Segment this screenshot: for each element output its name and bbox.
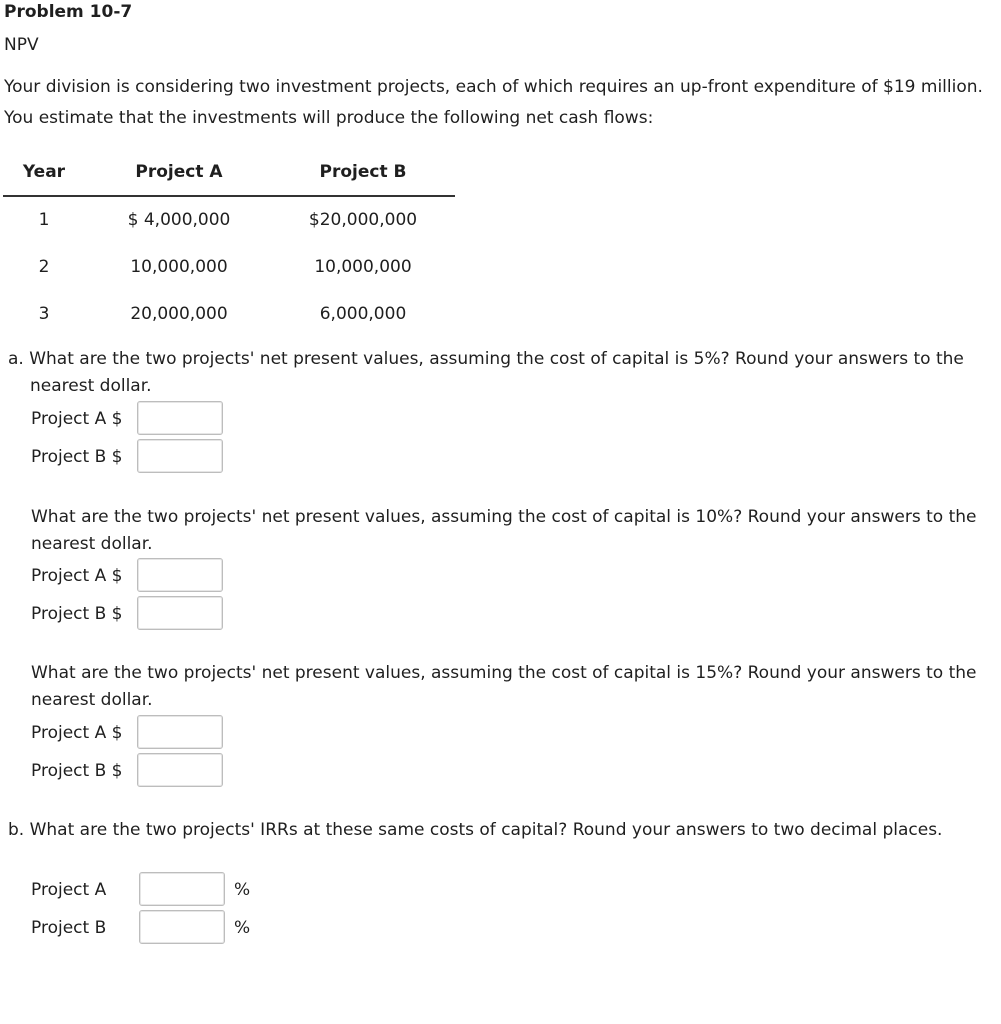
table-cell-year: 1 xyxy=(38,210,50,230)
percent-unit-a: % xyxy=(234,880,251,900)
npv15-project-b-input[interactable] xyxy=(137,753,223,787)
question-npv-10: What are the two projects' net present values, assuming the cost of capital is 10%? Round your answers to the nearest dollar. xyxy=(31,507,977,554)
table-cell-year: 3 xyxy=(38,304,50,324)
question-npv-15: What are the two projects' net present values, assuming the cost of capital is 15%? Round your answers to the nearest dollar. xyxy=(31,663,977,710)
irr-project-b-input[interactable] xyxy=(139,910,225,944)
label-npv10-project-a: Project A $ xyxy=(31,566,123,586)
label-npv15-project-a: Project A $ xyxy=(31,723,123,743)
table-header-rule xyxy=(3,195,455,197)
npv15-project-a-input[interactable] xyxy=(137,715,223,749)
label-npv5-project-b: Project B $ xyxy=(31,447,123,467)
percent-unit-b: % xyxy=(234,918,251,938)
question-irr-text: b. What are the two projects' IRRs at these same costs of capital? Round your answers to two decimal places. xyxy=(8,820,943,840)
npv10-project-b-input[interactable] xyxy=(137,596,223,630)
label-irr-project-a: Project A xyxy=(31,880,107,900)
table-header-year: Year xyxy=(22,162,66,182)
table-header-project-b: Project B xyxy=(319,162,407,182)
question-irr xyxy=(8,817,993,844)
table-cell-project-a: $ 4,000,000 xyxy=(127,210,231,230)
table-cell-year: 2 xyxy=(38,257,50,277)
label-irr-project-b: Project B xyxy=(31,918,107,938)
npv10-project-a-input[interactable] xyxy=(137,558,223,592)
problem-intro: Your division is considering two investment projects, each of which requires an up-front expenditure of $19 million. You estimate that the investments will produce the following net cash flows: xyxy=(4,77,983,128)
label-npv5-project-a: Project A $ xyxy=(31,409,123,429)
problem-subtitle: NPV xyxy=(4,35,39,55)
npv5-project-a-input[interactable] xyxy=(137,401,223,435)
table-header-project-a: Project A xyxy=(135,162,223,182)
irr-project-a-input[interactable] xyxy=(139,872,225,906)
question-npv-5 xyxy=(8,346,993,400)
label-npv10-project-b: Project B $ xyxy=(31,604,123,624)
npv5-project-b-input[interactable] xyxy=(137,439,223,473)
table-cell-project-b: 10,000,000 xyxy=(314,257,412,277)
table-cell-project-b: 6,000,000 xyxy=(319,304,407,324)
problem-title: Problem 10-7 xyxy=(4,2,133,22)
table-cell-project-a: 20,000,000 xyxy=(130,304,228,324)
question-npv-5-text: a. What are the two projects' net present values, assuming the cost of capital is 5%? Round your answers to the nearest dollar. xyxy=(8,349,964,396)
label-npv15-project-b: Project B $ xyxy=(31,761,123,781)
table-cell-project-b: $20,000,000 xyxy=(308,210,418,230)
table-cell-project-a: 10,000,000 xyxy=(130,257,228,277)
